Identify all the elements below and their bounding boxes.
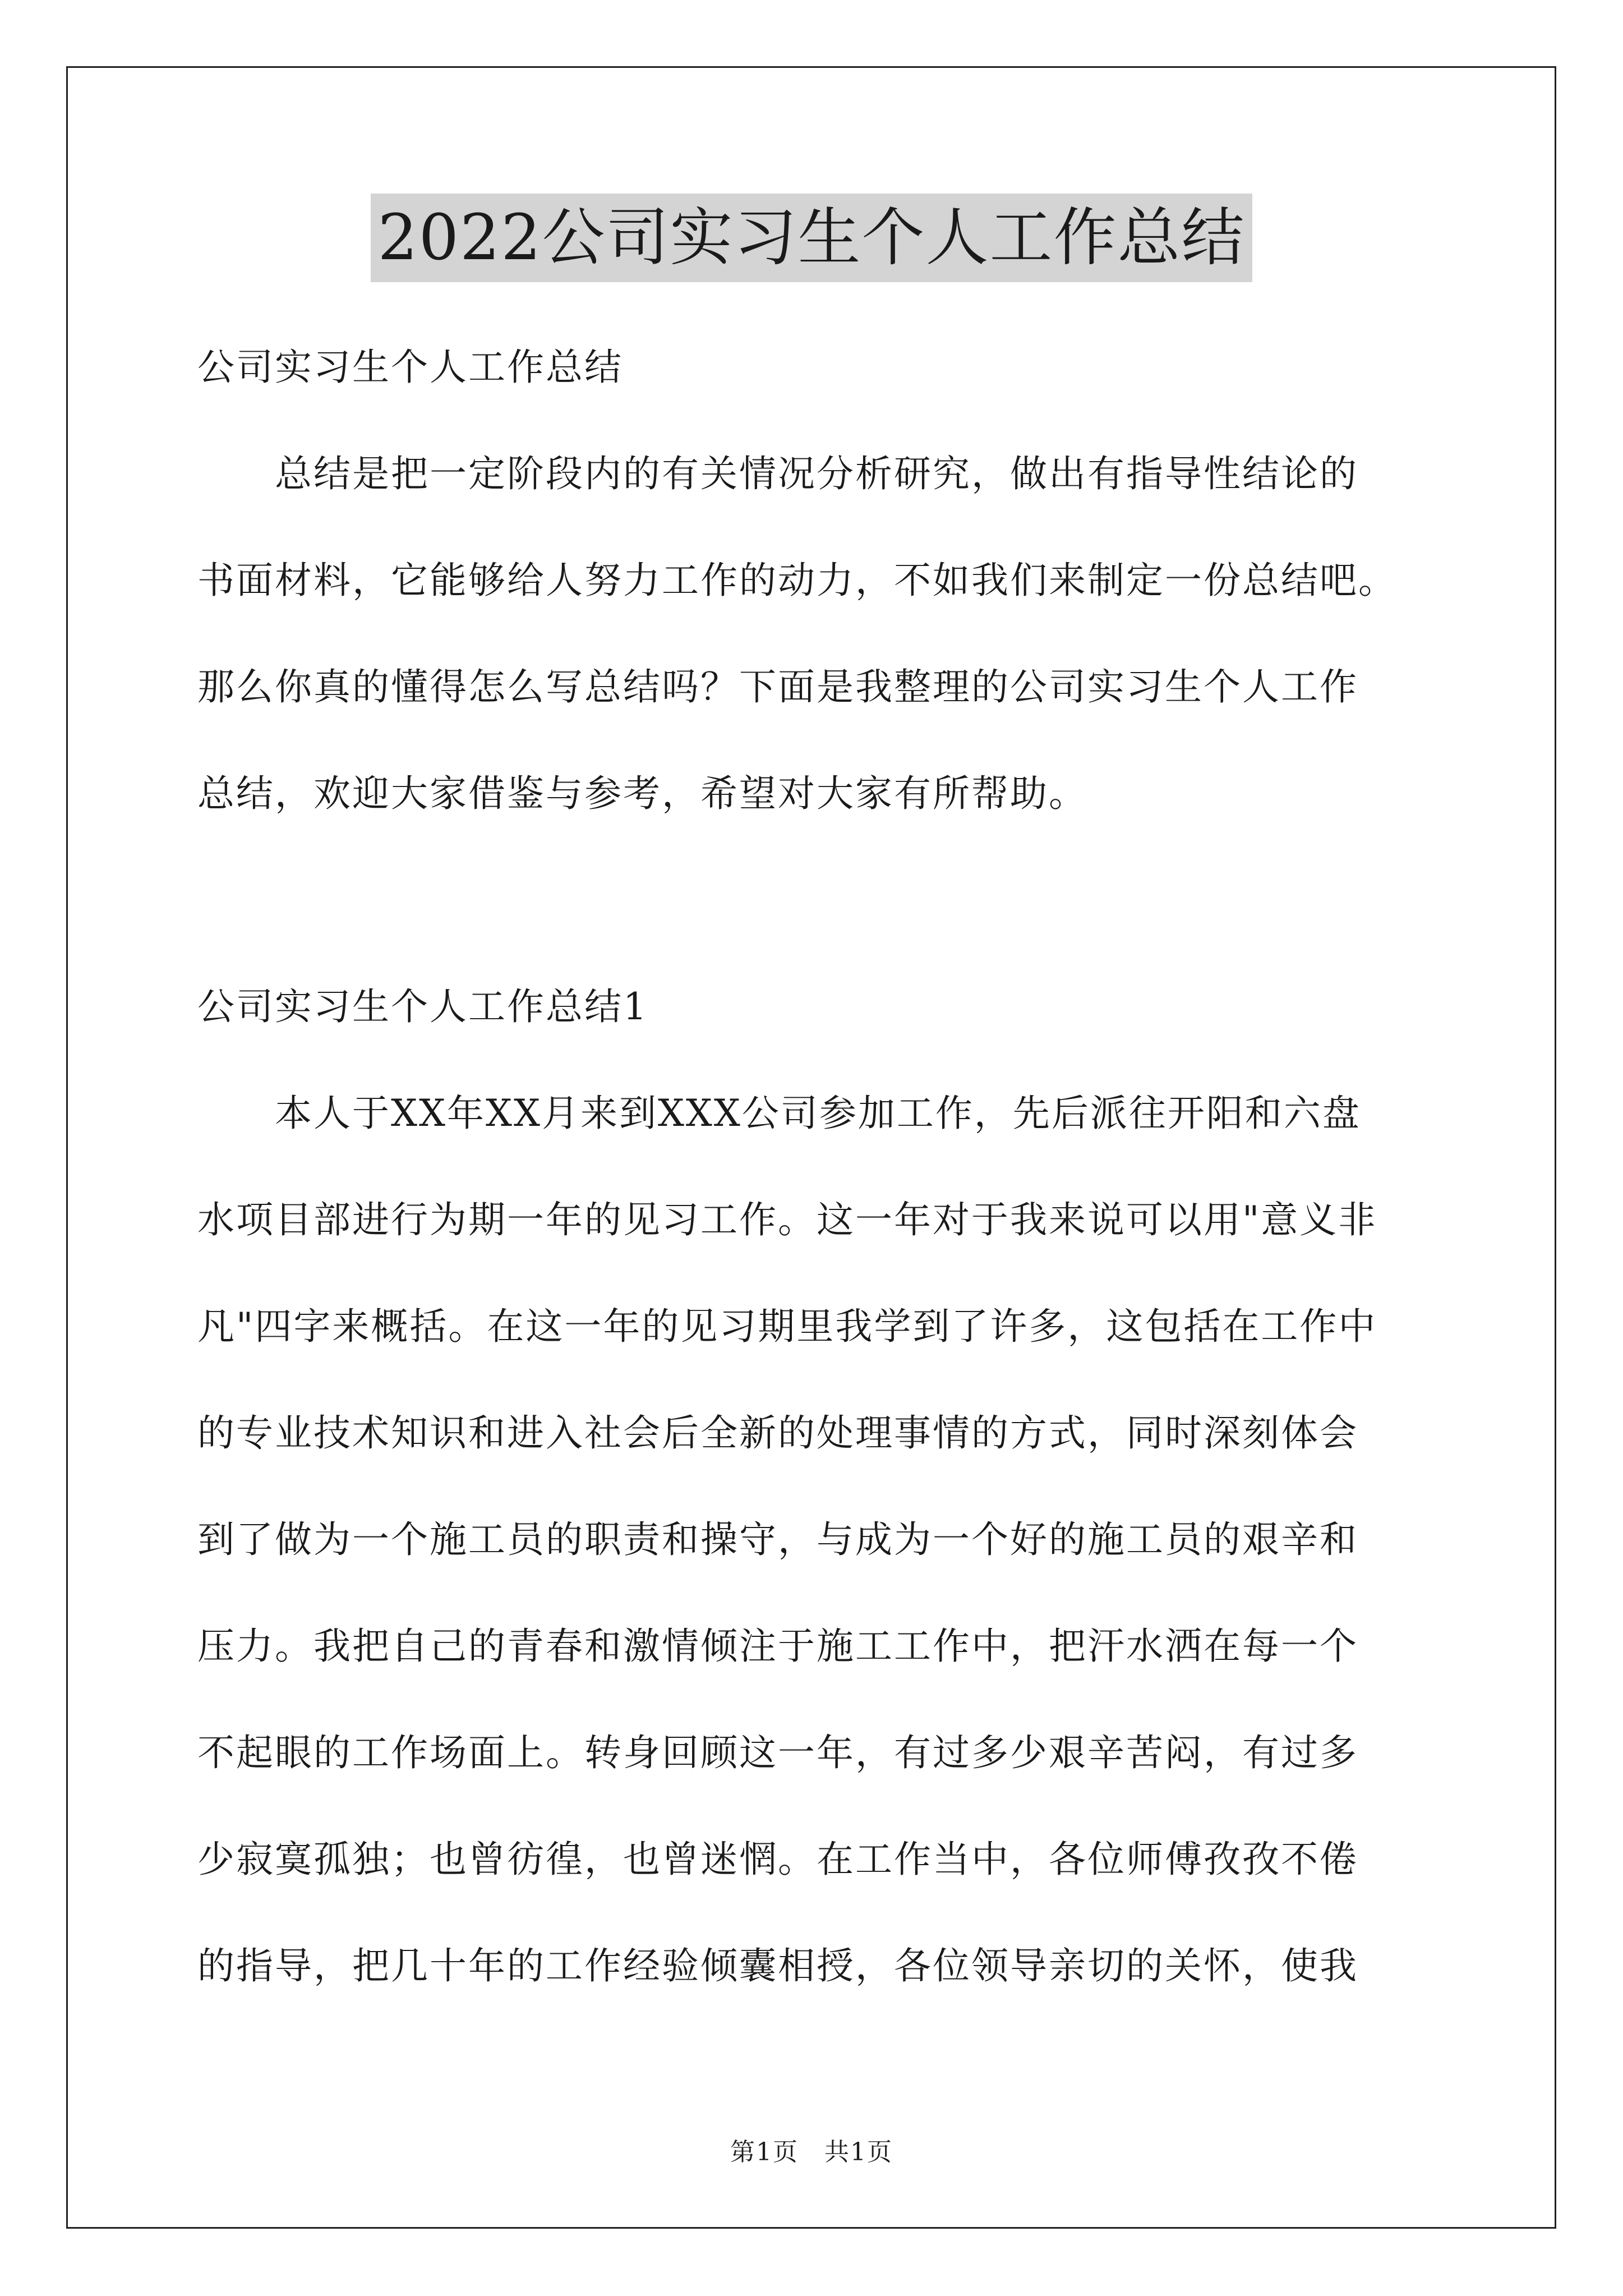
section-heading: 公司实习生个人工作总结	[197, 346, 623, 389]
blank-line	[197, 847, 1431, 954]
body-line: 书面材料，它能够给人努力工作的动力，不如我们来制定一份总结吧。	[197, 559, 1397, 602]
body-line: 压力。我把自己的青春和激情倾注于施工工作中，把汗水洒在每一个	[197, 1625, 1358, 1668]
body-line: 那么你真的懂得怎么写总结吗？下面是我整理的公司实习生个人工作	[197, 665, 1358, 708]
page-footer: 第1页 共1页	[730, 2138, 893, 2166]
body-line: 不起眼的工作场面上。转身回顾这一年，有过多少艰辛苦闷，有过多	[197, 1731, 1358, 1774]
title-container	[0, 194, 1623, 282]
body-line: 凡"四字来概括。在这一年的见习期里我学到了许多，这包括在工作中	[197, 1305, 1377, 1348]
body-line: 水项目部进行为期一年的见习工作。这一年对于我来说可以用"意义非	[197, 1198, 1377, 1241]
body-line: 本人于XX年XX月来到XXX公司参加工作，先后派往开阳和六盘	[197, 1092, 1361, 1135]
body-line: 到了做为一个施工员的职责和操守，与成为一个好的施工员的艰辛和	[197, 1518, 1358, 1561]
body-line: 少寂寞孤独；也曾彷徨，也曾迷惘。在工作当中，各位师傅孜孜不倦	[197, 1838, 1358, 1881]
document-title: 2022公司实习生个人工作总结	[371, 194, 1252, 282]
body-line: 总结，欢迎大家借鉴与参考，希望对大家有所帮助。	[197, 772, 1087, 815]
body-line: 总结是把一定阶段内的有关情况分析研究，做出有指导性结论的	[197, 452, 1358, 495]
body-line: 的专业技术知识和进入社会后全新的处理事情的方式，同时深刻体会	[197, 1411, 1358, 1455]
document-body	[197, 314, 1431, 2019]
body-line: 的指导，把几十年的工作经验倾囊相授，各位领导亲切的关怀，使我	[197, 1944, 1358, 1987]
section-heading: 公司实习生个人工作总结1	[197, 985, 648, 1028]
